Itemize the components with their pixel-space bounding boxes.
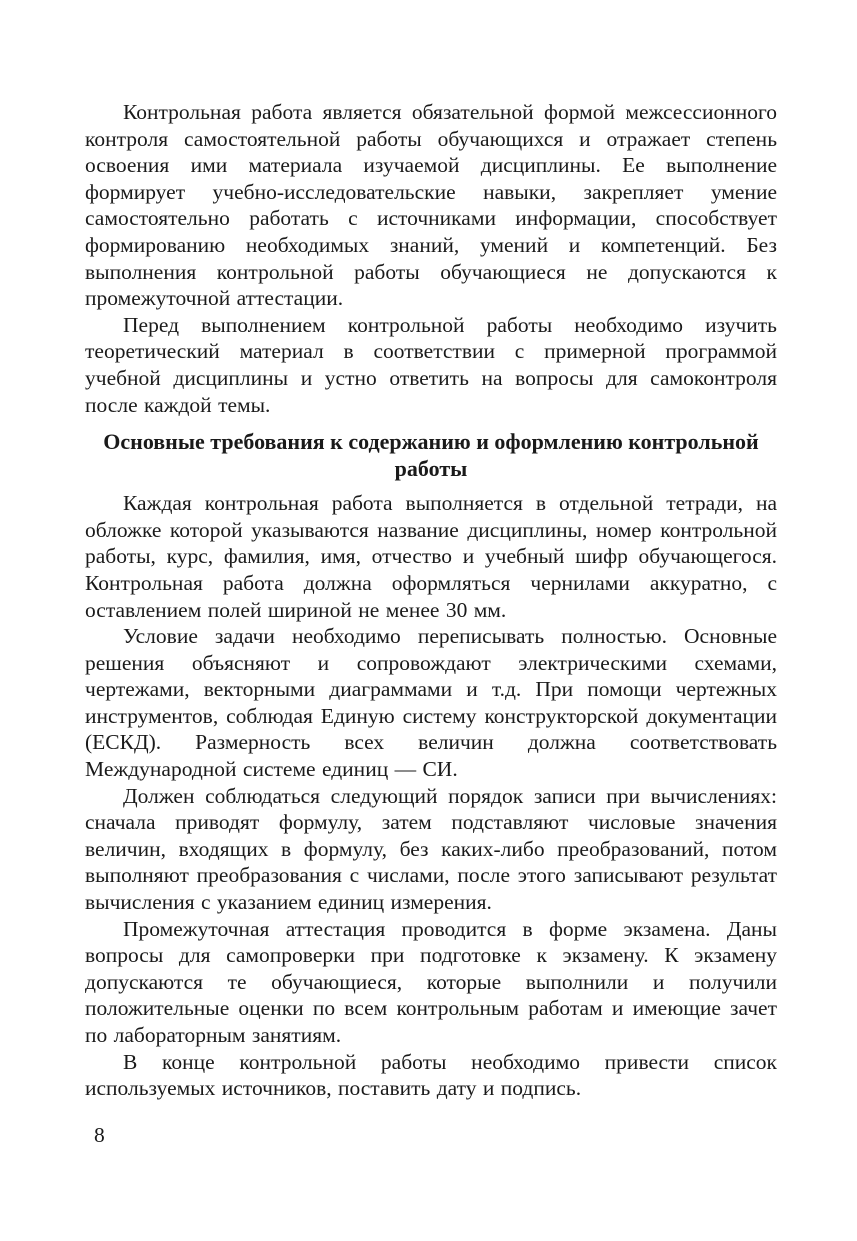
paragraph-body-1: Каждая контрольная работа выполняется в отдельной тетради, на обложке которой указываются название дисциплины, номер контрольной работы, курс, фамилия, имя, отчество и учебный шифр обучающегося. Контрольная работа должна оформляться чернилами аккуратно, с оставлением полей шириной не менее 30 мм. <box>85 491 777 622</box>
paragraph-body-3: Должен соблюдаться следующий порядок записи при вычислениях: сначала приводят формулу, затем подставляют числовые значения величин, входящих в формулу, без каких-либо преобразований, потом выполняют преобразования с числами, после этого записывают результат вычисления с указанием единиц измерения. <box>85 783 777 915</box>
paragraph-body-4: Промежуточная аттестация проводится в форме экзамена. Даны вопросы для самопроверки при подготовке к экзамену. К экзамену допускаются те обучающиеся, которые выполнили и получили положительные оценки по всем контрольным работам и имеющие зачет по лабораторным занятиям. <box>85 916 777 1047</box>
paragraph-intro-1: Контрольная работа является обязательной формой межсессионного контроля самостоятельной работы обучающихся и отражает степень освоения ими материала изучаемой дисциплины. Ее выполнение формирует учебно-исследовательские навыки, закрепляет умение самостоятельно работать с источниками информации, способствует формированию необходимых знаний, умений и компетенций. Без выполнения контрольной работы обучающиеся не допускаются к промежуточной аттестации. <box>85 100 777 311</box>
section-heading: Основные требования к содержанию и оформлению контрольной работы <box>103 429 759 482</box>
page-number: 8 <box>94 1123 105 1147</box>
paragraph-intro-2: Перед выполнением контрольной работы необходимо изучить теоретический материал в соответствии с примерной программой учебной дисциплины и устно ответить на вопросы для самоконтроля после каждой темы. <box>85 312 777 417</box>
paragraph-body-2: Условие задачи необходимо переписывать полностью. Основные решения объясняют и сопровождают электрическими схемами, чертежами, векторными диаграммами и т.д. При помощи чертежных инструментов, соблюдая Единую систему конструкторской документации (ЕСКД). Размерность всех величин должна соответствовать Международной системе единиц — СИ. <box>85 624 777 782</box>
text-block <box>85 99 777 1102</box>
paragraph-body-5: В конце контрольной работы необходимо привести список используемых источников, поставить дату и подпись. <box>85 1049 777 1101</box>
